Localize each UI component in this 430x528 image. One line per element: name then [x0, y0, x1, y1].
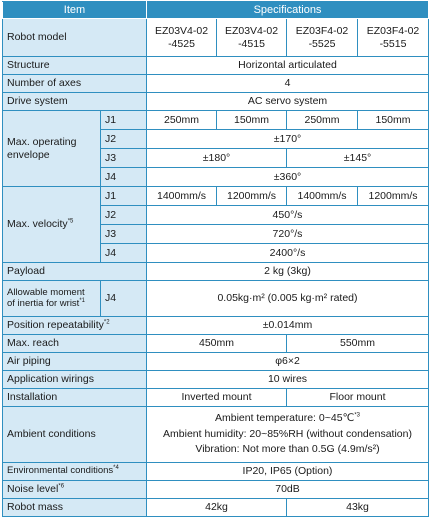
ambient-label: Ambient conditions [3, 407, 147, 463]
envelope-j1-value-3: 250mm [287, 111, 358, 130]
axes-row [3, 75, 429, 93]
envelope-j2-axis: J2 [101, 130, 147, 149]
envelope-j4-axis: J4 [101, 168, 147, 187]
velocity-j3-value: 720°/s [147, 225, 429, 244]
velocity-label: Max. velocity [7, 218, 68, 231]
environmental-value: IP20, IP65 (Option) [147, 463, 429, 481]
specifications-table [2, 1, 429, 517]
velocity-j1-value-2: 1200mm/s [217, 187, 287, 206]
inertia-note: *1 [79, 297, 85, 304]
ambient-temperature: Ambient temperature: 0~45℃ [215, 411, 355, 424]
reach-label: Max. reach [3, 335, 147, 353]
installation-row [3, 389, 429, 407]
noise-note: *6 [58, 483, 65, 490]
payload-row [3, 263, 429, 281]
envelope-j1-axis: J1 [101, 111, 147, 130]
ambient-temperature-note: *3 [354, 412, 360, 419]
repeatability-value: ±0.014mm [147, 317, 429, 335]
model-3: EZ03F4-02 -5525 [287, 19, 358, 57]
noise-label-cell [3, 481, 147, 499]
wirings-label: Application wirings [3, 371, 147, 389]
environmental-note: *4 [113, 464, 119, 471]
ambient-humidity: Ambient humidity: 20~85%RH (without condensation) [163, 427, 412, 440]
mass-row [3, 499, 429, 517]
noise-label: Noise level [7, 483, 59, 496]
inertia-value: 0.05kg·m² (0.005 kg·m² rated) [147, 281, 429, 317]
velocity-j1-value-4: 1200mm/s [358, 187, 429, 206]
envelope-j1-value-1: 250mm [147, 111, 217, 130]
installation-label: Installation [3, 389, 147, 407]
reach-value-2: 550mm [287, 335, 429, 353]
mass-value-2: 43kg [287, 499, 429, 517]
environmental-label: Environmental conditions [7, 465, 114, 477]
drive-value: AC servo system [147, 93, 429, 111]
repeatability-row [3, 317, 429, 335]
header-row [3, 2, 429, 19]
ambient-temperature-line [149, 411, 426, 427]
envelope-j3-value-1: ±180° [147, 149, 287, 168]
ambient-value [147, 407, 429, 463]
mass-label: Robot mass [3, 499, 147, 517]
ambient-vibration: Vibration: Not more than 0.5G (4.9m/s²) [195, 443, 380, 456]
inertia-axis: J4 [101, 281, 147, 317]
inertia-row [3, 281, 429, 317]
air-row [3, 353, 429, 371]
inertia-label: Allowable moment of inertia for wrist [7, 286, 85, 309]
velocity-j2-value: 450°/s [147, 206, 429, 225]
payload-value: 2 kg (3kg) [147, 263, 429, 281]
velocity-j1-row [3, 187, 429, 206]
ambient-row [3, 407, 429, 463]
installation-value-1: Inverted mount [147, 389, 287, 407]
envelope-j4-value: ±360° [147, 168, 429, 187]
drive-label: Drive system [3, 93, 147, 111]
wirings-value: 10 wires [147, 371, 429, 389]
air-label: Air piping [3, 353, 147, 371]
velocity-j4-value: 2400°/s [147, 244, 429, 263]
structure-value: Horizontal articulated [147, 57, 429, 75]
robot-model-label: Robot model [3, 19, 147, 57]
specifications-header: Specifications [147, 2, 429, 19]
envelope-j2-value: ±170° [147, 130, 429, 149]
air-value: φ6×2 [147, 353, 429, 371]
item-header: Item [3, 2, 147, 19]
environmental-row [3, 463, 429, 481]
model-4: EZ03F4-02 -5515 [358, 19, 429, 57]
axes-value: 4 [147, 75, 429, 93]
inertia-label-cell [3, 281, 101, 317]
envelope-j1-value-4: 150mm [358, 111, 429, 130]
velocity-j1-value-3: 1400mm/s [287, 187, 358, 206]
velocity-j1-value-1: 1400mm/s [147, 187, 217, 206]
noise-value: 70dB [147, 481, 429, 499]
installation-value-2: Floor mount [287, 389, 429, 407]
structure-label: Structure [3, 57, 147, 75]
drive-row [3, 93, 429, 111]
velocity-note: *5 [67, 218, 74, 225]
velocity-j4-axis: J4 [101, 244, 147, 263]
axes-label: Number of axes [3, 75, 147, 93]
repeatability-note: *2 [103, 319, 110, 326]
envelope-j3-value-2: ±145° [287, 149, 429, 168]
environmental-label-cell [3, 463, 147, 481]
velocity-j2-axis: J2 [101, 206, 147, 225]
velocity-label-cell [3, 187, 101, 263]
model-1: EZ03V4-02 -4525 [147, 19, 217, 57]
repeatability-label: Position repeatability [7, 319, 104, 332]
robot-model-row [3, 19, 429, 57]
reach-row [3, 335, 429, 353]
payload-label: Payload [3, 263, 147, 281]
repeatability-label-cell [3, 317, 147, 335]
velocity-j3-axis: J3 [101, 225, 147, 244]
model-2: EZ03V4-02 -4515 [217, 19, 287, 57]
reach-value-1: 450mm [147, 335, 287, 353]
velocity-j1-axis: J1 [101, 187, 147, 206]
envelope-j1-row [3, 111, 429, 130]
wirings-row [3, 371, 429, 389]
envelope-j1-value-2: 150mm [217, 111, 287, 130]
structure-row [3, 57, 429, 75]
noise-row [3, 481, 429, 499]
envelope-j3-axis: J3 [101, 149, 147, 168]
mass-value-1: 42kg [147, 499, 287, 517]
envelope-label: Max. operating envelope [3, 111, 101, 187]
